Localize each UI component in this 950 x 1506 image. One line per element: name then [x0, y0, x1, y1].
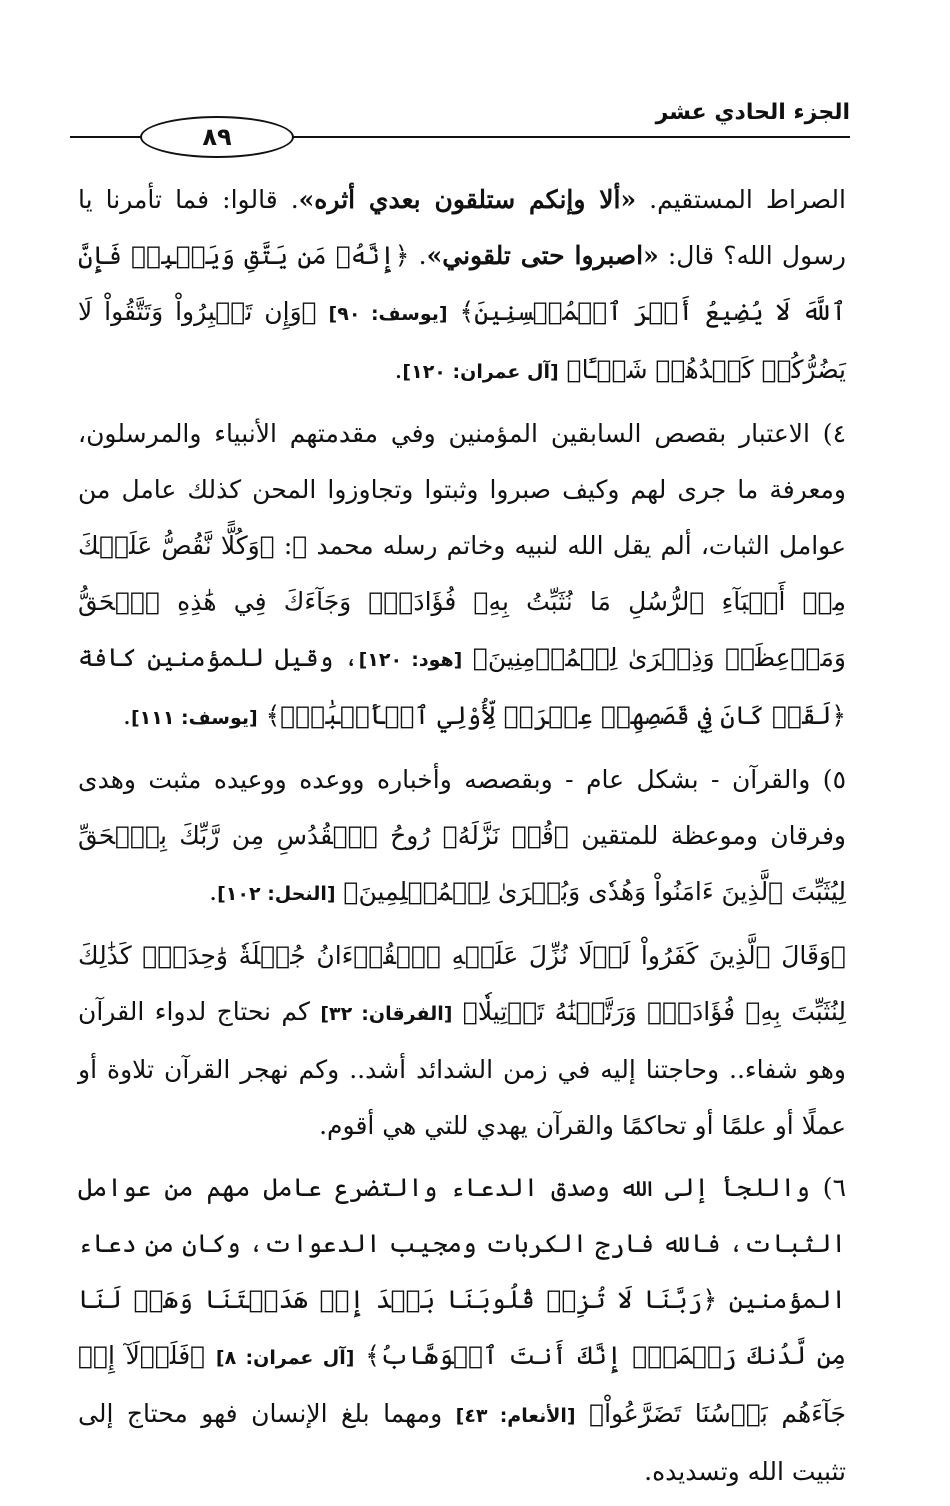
- text: . قالوا: فما تأمرنا يا رسول الله؟ قال:: [78, 185, 847, 270]
- text: .: [209, 877, 218, 906]
- quran-verse: ﴿إِنَّهُۥ مَن يَتَّقِ وَيَصۡبِرۡ فَإِنَّ ٱللَّهَ لَا يُضِيعُ أَجۡرَ ٱلۡمُحۡسِنِينَ﴾: [78, 241, 846, 326]
- text: ٤) الاعتبار بقصص السابقين المؤمنين وفي مقدمتهم الأنبياء والمرسلون، ومعرفة ما جرى لهم وكيف صبروا وثبتوا وتجاوزوا المحن كذلك عامل من عوامل الثبات، ألم يقل الله لنبيه وخاتم رسله محمد ﷺ:: [78, 419, 846, 560]
- verse-reference: [الفرقان: ٣٢]: [320, 1003, 453, 1025]
- page-number: ٨٩: [140, 116, 294, 158]
- paragraph-4: [78, 928, 846, 1154]
- verse-reference: [يوسف: ٩٠]: [328, 303, 448, 325]
- verse-reference: [يوسف: ١١١]: [130, 707, 258, 729]
- body-text: [78, 172, 846, 1506]
- chapter-title: الجزء الحادي عشر: [655, 100, 850, 125]
- hadith-quote: «ألا وإنكم ستلقون بعدي أثره»: [298, 185, 637, 214]
- quran-verse: ﴿قُلۡ نَزَّلَهُۥ رُوحُ ٱلۡقُدُسِ مِن رَّبِّكَ بِٱلۡحَقِّ لِيُثَبِّتَ ٱلَّذِينَ ءَامَنُواْ وَهُدٗى وَبُشۡرَىٰ لِلۡمُسۡلِمِينَ﴾: [78, 821, 846, 906]
- text: كم نحتاج لدواء القرآن وهو شفاء.. وحاجتنا إليه في زمن الشدائد أشد.. وكم نهجر القرآن تلاوة أو عملًا أو علمًا أو تحاكمًا والقرآن يهدي للتي هي أقوم.: [78, 997, 846, 1140]
- text: ومهما بلغ الإنسان فهو محتاج إلى تثبيت الله وتسديده.: [78, 1399, 846, 1486]
- verse-reference: [النحل: ١٠٢]: [217, 883, 336, 905]
- paragraph-2: [78, 406, 846, 746]
- text: .: [409, 241, 427, 270]
- paragraph-1: [78, 172, 846, 400]
- text: ٦) واللجأ إلى الله وصدق الدعاء والتضرع عامل مهم من عوامل الثبات، فالله فارج الكربات ومجيب الدعوات، وكان من دعاء المؤمنين: [78, 1173, 846, 1314]
- quran-verse: ﴿وَإِن تَصۡبِرُواْ وَتَتَّقُواْ لَا يَضُرُّكُمۡ كَيۡدُهُمۡ شَيۡـًٔا﴾: [78, 297, 846, 384]
- text: ٥) والقرآن - بشكل عام - وبقصصه وأخباره ووعده ووعيده مثبت وهدى وفرقان وموعظة للمتقين: [78, 765, 847, 850]
- text: .: [123, 701, 131, 730]
- verse-reference: [الأنعام: ٤٣]: [455, 1405, 576, 1427]
- text: .: [394, 355, 403, 384]
- quran-verse: ﴿وَقَالَ ٱلَّذِينَ كَفَرُواْ لَوۡلَا نُزِّلَ عَلَيۡهِ ٱلۡقُرۡءَانُ جُمۡلَةٗ وَٰحِدَةٗۚ كَذَٰلِكَ لِنُثَبِّتَ بِهِۦ فُؤَادَكَۖ وَرَتَّلۡنَٰهُ تَرۡتِيلٗا﴾: [78, 941, 846, 1026]
- verse-reference: [آل عمران: ١٢٠]: [402, 361, 559, 383]
- verse-reference: [آل عمران: ٨]: [215, 1347, 355, 1369]
- text: ، وقيل للمؤمنين كافة: [78, 643, 359, 672]
- paragraph-5: [78, 1160, 846, 1500]
- text: الصراط المستقيم.: [636, 185, 846, 214]
- verse-reference: [هود: ١٢٠]: [358, 649, 463, 671]
- quran-verse: ﴿وَكُلًّا نَّقُصُّ عَلَيۡكَ مِنۡ أَنۢبَآءِ ٱلرُّسُلِ مَا نُثَبِّتُ بِهِۦ فُؤَادَكَۚ وَجَآءَكَ فِي هَٰذِهِ ٱلۡحَقُّ وَمَوۡعِظَةٞ وَذِكۡرَىٰ لِلۡمُؤۡمِنِينَ﴾: [78, 531, 847, 672]
- page-header: [70, 96, 850, 156]
- quran-verse: ﴿لَقَدۡ كَانَ فِي قَصَصِهِمۡ عِبۡرَةٞ لِّأُوْلِي ٱلۡأَلۡبَٰبِۗ﴾: [265, 701, 846, 730]
- quran-verse: ﴿رَبَّنَا لَا تُزِغۡ قُلُوبَنَا بَعۡدَ إِذۡ هَدَيۡتَنَا وَهَبۡ لَنَا مِن لَّدُنكَ رَحۡمَةًۚ إِنَّكَ أَنتَ ٱلۡوَهَّابُ﴾: [78, 1285, 847, 1370]
- quran-verse: ﴿فَلَوۡلَآ إِذۡ جَآءَهُم بَأۡسُنَا تَضَرَّعُواْ﴾: [78, 1341, 846, 1428]
- paragraph-3: [78, 752, 846, 922]
- hadith-quote: «اصبروا حتى تلقوني»: [426, 241, 659, 270]
